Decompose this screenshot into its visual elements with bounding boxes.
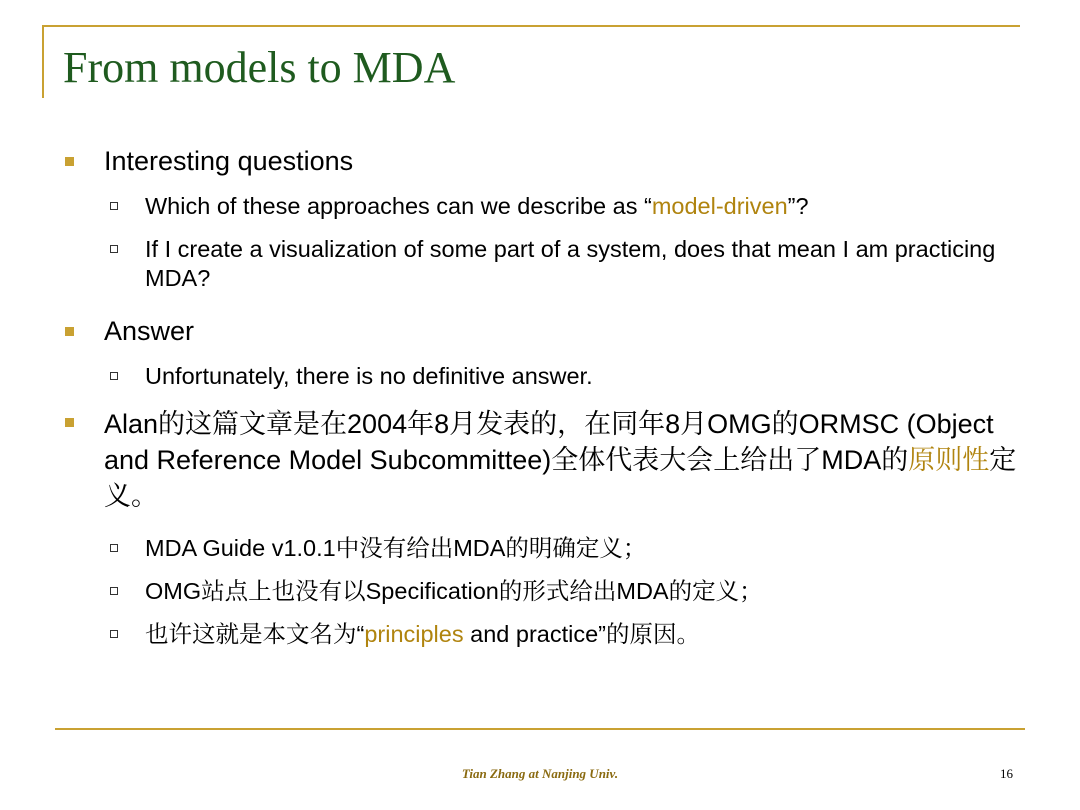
hollow-square-bullet-icon: [110, 544, 118, 552]
highlight-principle: 原则性: [908, 445, 990, 475]
square-bullet-icon: [65, 157, 74, 166]
highlight-principles: principles: [364, 621, 464, 647]
bullet-answer: Answer: [104, 315, 1034, 348]
highlight-model-driven: model-driven: [651, 193, 788, 219]
bullet-interesting-questions: Interesting questions: [104, 145, 1034, 178]
page-number: 16: [1000, 766, 1013, 781]
sub-bullet-model-driven: Which of these approaches can we describe as “model-driven”?: [145, 192, 1025, 221]
hollow-square-bullet-icon: [110, 372, 118, 380]
top-rule: [42, 25, 1020, 27]
bullet-alan-article: Alan的这篇文章是在2004年8月发表的，在同年8月OMG的ORMSC (Object and Reference Model Subcommittee)全体代表大会上给出了MDA的原则性定义。: [104, 406, 1024, 514]
sub-bullet-omg-site: OMG站点上也没有以Specification的形式给出MDA的定义；: [145, 577, 1025, 606]
sub-bullet-no-answer: Unfortunately, there is no definitive answer.: [145, 362, 1025, 391]
hollow-square-bullet-icon: [110, 587, 118, 595]
hollow-square-bullet-icon: [110, 630, 118, 638]
sub-bullet-visualization: If I create a visualization of some part of a system, does that mean I am practicing MDA?: [145, 235, 1025, 293]
hollow-square-bullet-icon: [110, 202, 118, 210]
sub-bullet-principles-practice: 也许这就是本文名为“principles and practice”的原因。: [145, 620, 1025, 649]
hollow-square-bullet-icon: [110, 245, 118, 253]
square-bullet-icon: [65, 418, 74, 427]
slide-title: From models to MDA: [63, 43, 456, 92]
square-bullet-icon: [65, 327, 74, 336]
bottom-rule: [55, 728, 1025, 730]
left-rule: [42, 25, 44, 98]
slide-footer: Tian Zhang at Nanjing Univ.: [461, 766, 619, 781]
sub-bullet-mda-guide: MDA Guide v1.0.1中没有给出MDA的明确定义；: [145, 534, 1025, 563]
